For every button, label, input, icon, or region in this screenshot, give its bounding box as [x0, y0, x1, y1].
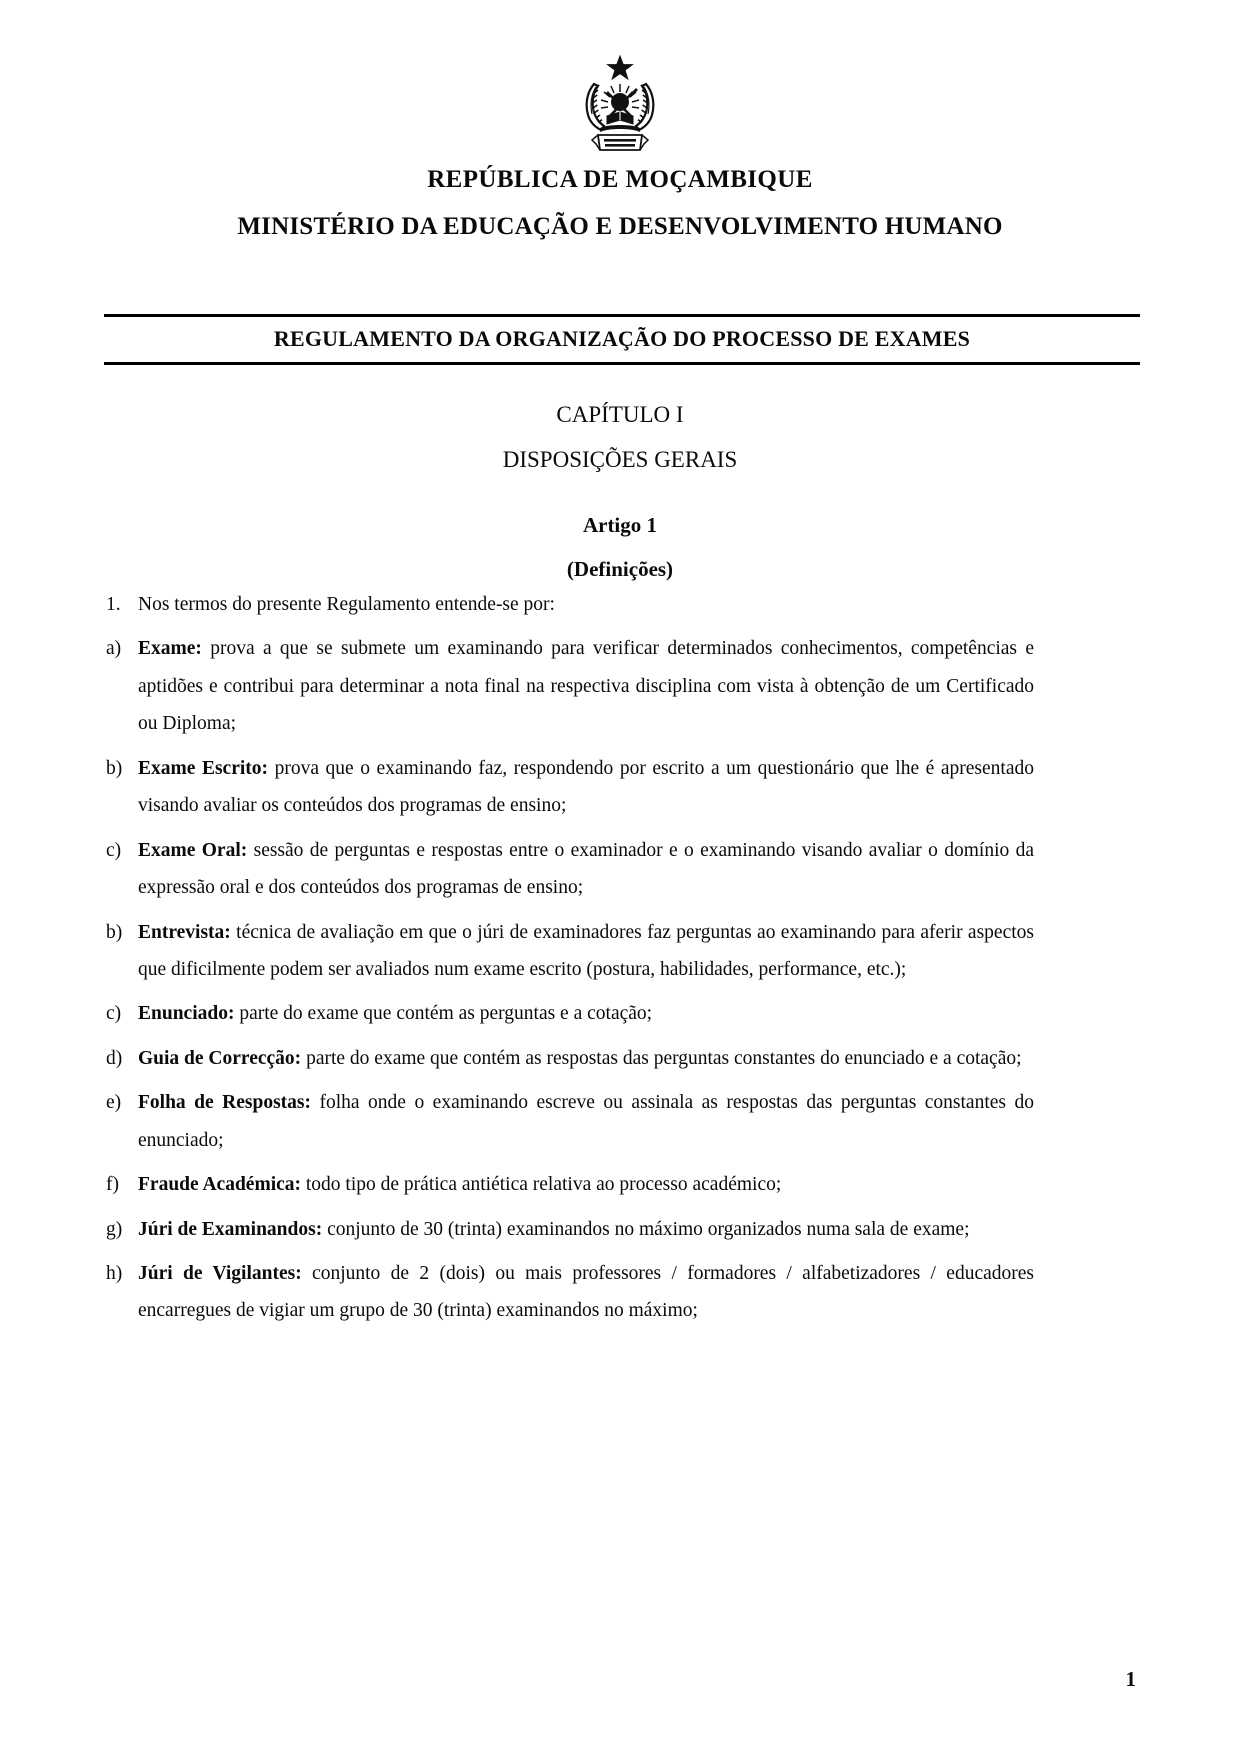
- list-item: [104, 914, 1034, 989]
- list-marker: d): [106, 1047, 123, 1069]
- page-title: REGULAMENTO DA ORGANIZAÇÃO DO PROCESSO DE EXAMES: [273, 326, 971, 351]
- definition-term: Fraude Académica:: [138, 1174, 302, 1196]
- definition-term: Guia de Correcção:: [138, 1047, 302, 1069]
- list-marker: h): [106, 1263, 123, 1284]
- definition-text: conjunto de 30 (trinta) examinandos no máximo organizados numa sala de exame;: [322, 1218, 970, 1240]
- list-item: [104, 832, 1034, 907]
- definition-text: prova a que se submete um examinando para verificar determinados conhecimentos, competências e aptidões e contribui para determinar a nota final na respectiva disciplina com vista à obtenção de um Certificado ou Diploma;: [138, 638, 1034, 735]
- masthead: [0, 162, 1240, 246]
- article-subtitle: (Definições): [566, 556, 674, 581]
- list-item: [104, 1211, 1034, 1248]
- page-number: 1: [1125, 1667, 1136, 1691]
- article-heading: [0, 510, 1240, 585]
- list-marker: f): [106, 1174, 119, 1196]
- country-name: REPÚBLICA DE MOÇAMBIQUE: [427, 166, 813, 193]
- definition-text: sessão de perguntas e respostas entre o examinador e o examinando visando avaliar o domínio da expressão oral e dos conteúdos dos programas de ensino;: [138, 839, 1035, 899]
- ministry-name: MINISTÉRIO DA EDUCAÇÃO E DESENVOLVIMENTO HUMANO: [237, 213, 1003, 241]
- title-rule-bottom: [104, 362, 1140, 365]
- definition-text: parte do exame que contém as perguntas e a cotação;: [234, 1003, 653, 1025]
- list-item-text: [138, 832, 1034, 907]
- list-item-text: [138, 1211, 1034, 1248]
- list-marker: c): [106, 1003, 122, 1025]
- document-title-block: [104, 314, 1140, 365]
- list-marker: e): [106, 1092, 122, 1114]
- definition-term: Exame Oral:: [138, 839, 248, 861]
- list-item-text: Nos termos do presente Regulamento entende-se por:: [138, 594, 555, 615]
- list-item: [104, 995, 1034, 1032]
- list-marker: a): [106, 638, 122, 660]
- list-item: [104, 1255, 1034, 1330]
- article-body: [104, 586, 1034, 1337]
- definition-text: todo tipo de prática antiética relativa ao processo académico;: [301, 1174, 782, 1196]
- definition-term: Enunciado:: [138, 1003, 235, 1025]
- definition-term: Folha de Respostas:: [138, 1092, 311, 1114]
- list-item: [104, 1084, 1034, 1159]
- definition-text: prova que o examinando faz, respondendo por escrito a um questionário que lhe é apresentado visando avaliar os conteúdos dos programas de ensino;: [138, 757, 1034, 817]
- list-marker: b): [106, 757, 123, 779]
- definition-term: Exame:: [138, 638, 202, 660]
- chapter-heading: [0, 398, 1240, 477]
- definition-text: técnica de avaliação em que o júri de examinadores faz perguntas ao examinando para aferir aspectos que dificilmente podem ser avaliados num exame escrito (postura, habilidades, performance, etc.);: [138, 921, 1034, 980]
- definition-term: Exame Escrito:: [138, 757, 269, 779]
- definition-term: Entrevista:: [138, 921, 231, 943]
- coat-of-arms-icon: [574, 54, 666, 158]
- list-marker: c): [106, 839, 122, 861]
- list-item: [104, 750, 1034, 825]
- list-item-intro: [104, 586, 1034, 623]
- chapter-name: DISPOSIÇÕES GERAIS: [502, 446, 738, 472]
- emblem-container: [0, 54, 1240, 163]
- list-marker: 1.: [106, 594, 121, 615]
- article-number: Artigo 1: [582, 513, 658, 537]
- list-item: [104, 1040, 1034, 1077]
- list-item-text: [138, 630, 1034, 742]
- list-marker: b): [106, 921, 123, 943]
- definition-text: folha onde o examinando escreve ou assinala as respostas das perguntas constantes do enunciado;: [138, 1092, 1034, 1151]
- definition-term: Júri de Examinandos:: [138, 1218, 323, 1240]
- list-item-text: [138, 1255, 1034, 1330]
- list-item-text: [138, 1166, 1034, 1203]
- list-item-text: [138, 750, 1034, 825]
- chapter-number: CAPÍTULO I: [556, 402, 684, 427]
- definition-term: Júri de Vigilantes:: [138, 1263, 302, 1284]
- list-marker: g): [106, 1218, 123, 1240]
- definition-text: parte do exame que contém as respostas das perguntas constantes do enunciado e a cotação;: [301, 1047, 1022, 1069]
- list-item-text: [138, 1084, 1034, 1159]
- list-item-text: [138, 914, 1034, 989]
- definition-list: [104, 630, 1034, 1329]
- list-item: [104, 630, 1034, 742]
- list-item-text: [138, 995, 1034, 1032]
- list-item: [104, 1166, 1034, 1203]
- list-item-text: [138, 1040, 1034, 1077]
- definition-text: conjunto de 2 (dois) ou mais professores / formadores / alfabetizadores / educadores encarregues de vigiar um grupo de 30 (trinta) examinandos no máximo;: [138, 1263, 1034, 1322]
